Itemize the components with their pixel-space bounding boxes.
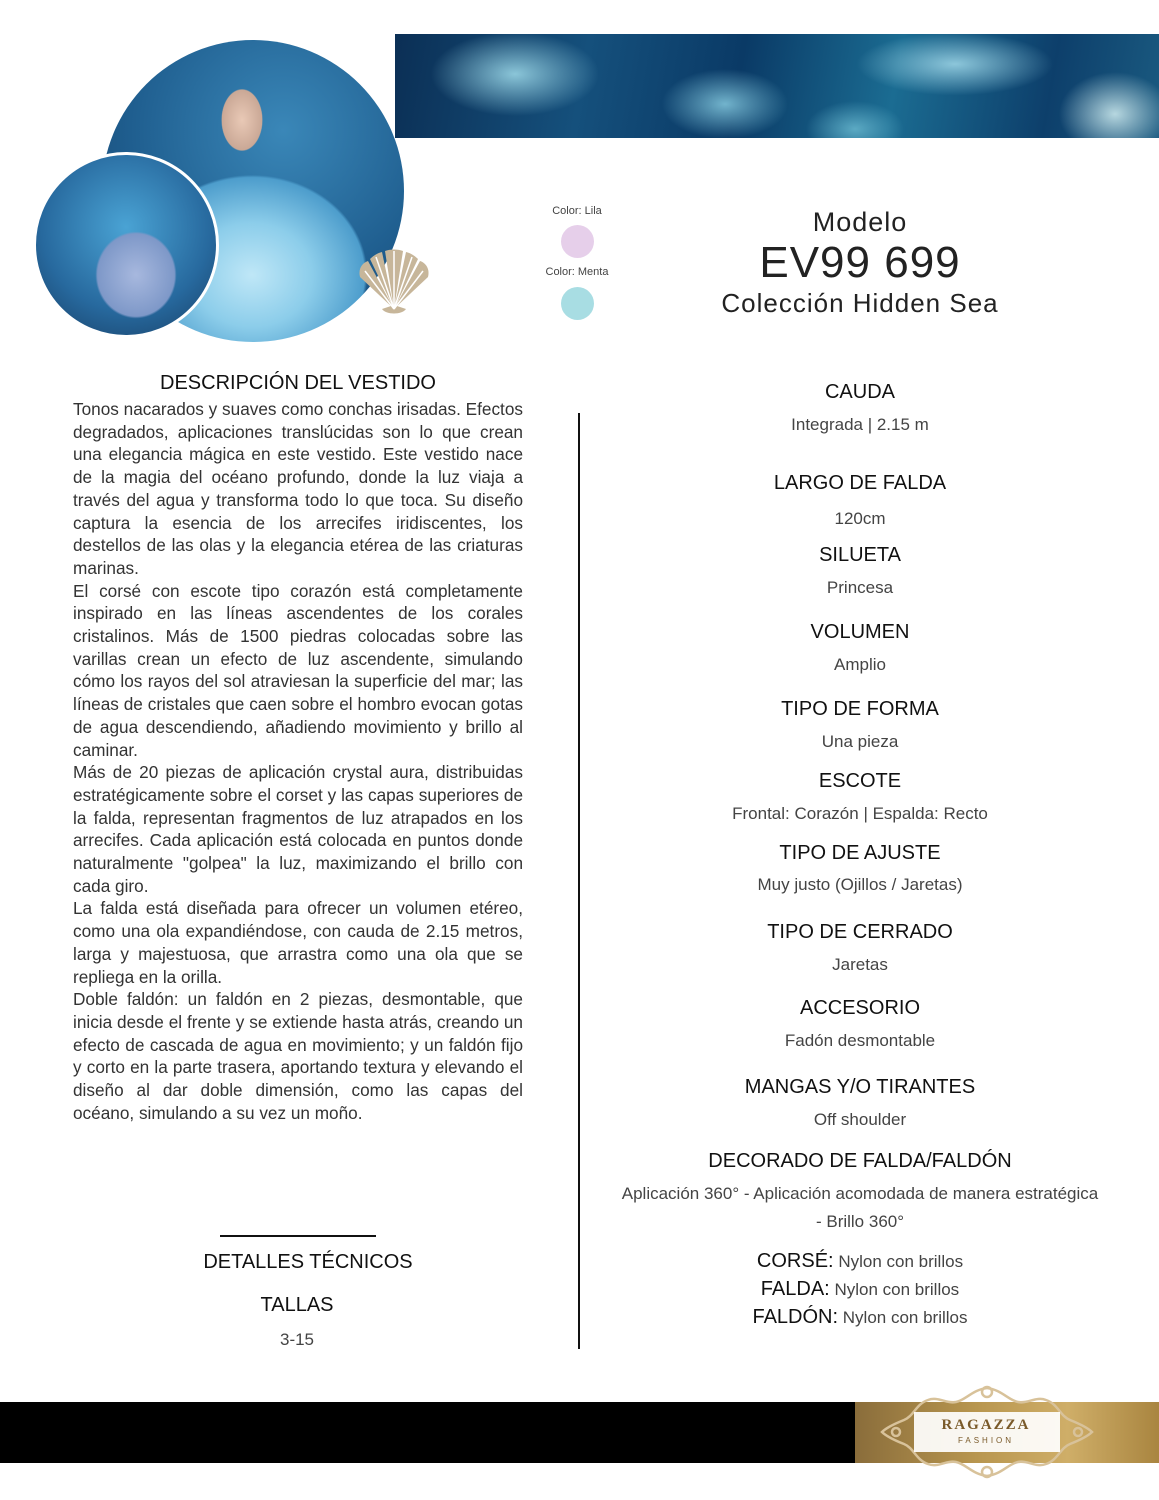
ocean-banner-image [395, 34, 1159, 138]
brand-subtitle: FASHION [957, 1436, 1015, 1445]
spec-value-accesorio: Fadón desmontable [784, 1031, 936, 1050]
material-key: FALDA: [760, 1278, 830, 1300]
spec-label-largo-falda: LARGO DE FALDA [773, 472, 947, 494]
spec-label-volumen: VOLUMEN [810, 621, 910, 643]
technical-details-title: DETALLES TÉCNICOS [203, 1251, 413, 1273]
model-block [660, 205, 1060, 319]
color-swatch-menta[interactable] [561, 287, 594, 320]
spec-value-silueta: Princesa [826, 578, 894, 597]
spec-label-tipo-ajuste: TIPO DE AJUSTE [779, 842, 941, 864]
spec-label-decorado: DECORADO DE FALDA/FALDÓN [708, 1150, 1012, 1172]
spec-value-cauda: Integrada | 2.15 m [791, 415, 929, 434]
description-paragraph: El corsé con escote tipo corazón está completamente inspirado en las líneas ascendentes de los corales cristalinos. Más de 1500 piedras colocadas sobre las varillas crean un efecto de luz ascendente, simulando cómo los rayos del sol atraviesan la superficie del mar; las líneas de cristales que caen sobre el hombro evocan gotas de agua descendiendo, añadiendo movimiento y brillo al caminar. [73, 580, 523, 760]
spec-value-volumen: Amplio [834, 655, 886, 674]
description-paragraph: Más de 20 piezas de aplicación crystal aura, distribuidas estratégicamente sobre el corset y las capas superiores de la falda, representan fragmentos de luz atrapados en los arrecifes. Cada aplicación está colocada en puntos donde naturalmente "golpea" la luz, maximizando el brillo con cada giro. [73, 762, 523, 896]
description-paragraph: La falda está diseñada para ofrecer un volumen etéreo, como una ola expandiéndose, con cauda de 2.15 metros, larga y majestuosa, que arrastra como una ola que se repliega en la orilla. [73, 898, 523, 987]
sizes-label: TALLAS [260, 1294, 334, 1316]
spec-value-tipo-ajuste: Muy justo (Ojillos / Jaretas) [757, 875, 963, 894]
spec-value-mangas: Off shoulder [813, 1110, 907, 1129]
dress-photo-back [33, 152, 219, 338]
sizes-value: 3-15 [279, 1330, 315, 1349]
spec-value-tipo-forma: Una pieza [821, 732, 899, 751]
collection-name: Colección Hidden Sea [721, 288, 999, 318]
seashell-icon [350, 243, 438, 318]
spec-value-largo-falda: 120cm [834, 509, 886, 528]
spec-label-cauda: CAUDA [824, 381, 895, 403]
description-title: DESCRIPCIÓN DEL VESTIDO [160, 372, 436, 394]
model-label: Modelo [812, 207, 908, 237]
spec-label-tipo-forma: TIPO DE FORMA [781, 698, 939, 720]
spec-label-accesorio: ACCESORIO [799, 997, 921, 1019]
spec-label-mangas: MANGAS Y/O TIRANTES [744, 1076, 976, 1098]
material-faldon [610, 1306, 1110, 1329]
model-code: EV99 699 [759, 238, 961, 287]
brand-name: RAGAZZA [941, 1417, 1031, 1433]
color-label-lila: Color: Lila [552, 205, 602, 217]
spec-label-silueta: SILUETA [819, 544, 901, 566]
material-value: Nylon con brillos [834, 1280, 960, 1299]
section-divider [220, 1235, 376, 1237]
color-label-menta: Color: Menta [545, 266, 609, 278]
material-falda [610, 1278, 1110, 1301]
spec-value-escote: Frontal: Corazón | Espalda: Recto [732, 804, 988, 823]
description-paragraph: Tonos nacarados y suaves como conchas irisadas. Efectos degradados, aplicaciones translúcidas son lo que crean una elegancia mágica en este vestido. Este vestido nace de la magia del océano profundo, donde la luz viaja a través del agua y transforma todo lo que toca. Su diseño captura la esencia de los arrecifes iridiscentes, los destellos de las olas y la elegancia etérea de las criaturas marinas. [73, 399, 523, 578]
material-corse [610, 1250, 1110, 1273]
spec-value-decorado: Aplicación 360° - Aplicación acomodada de manera estratégica - Brillo 360° [621, 1184, 1099, 1231]
material-key: FALDÓN: [752, 1306, 839, 1328]
color-swatch-lila[interactable] [561, 225, 594, 258]
material-value: Nylon con brillos [842, 1308, 968, 1327]
column-divider [578, 413, 580, 1349]
spec-value-tipo-cerrado: Jaretas [832, 955, 888, 974]
spec-label-escote: ESCOTE [818, 770, 902, 792]
material-key: CORSÉ: [756, 1250, 834, 1272]
description-text [73, 398, 523, 1125]
description-paragraph: Doble faldón: un faldón en 2 piezas, desmontable, que inicia desde el frente y se extiende hasta atrás, creando un efecto de cascada de agua en movimiento; y un faldón fijo y corto en la parte trasera, aportando textura y elevando el diseño al dar doble dimensión, como las capas del océano, simulando a su vez un moño. [73, 989, 523, 1123]
spec-label-tipo-cerrado: TIPO DE CERRADO [767, 921, 953, 943]
material-value: Nylon con brillos [838, 1252, 964, 1271]
